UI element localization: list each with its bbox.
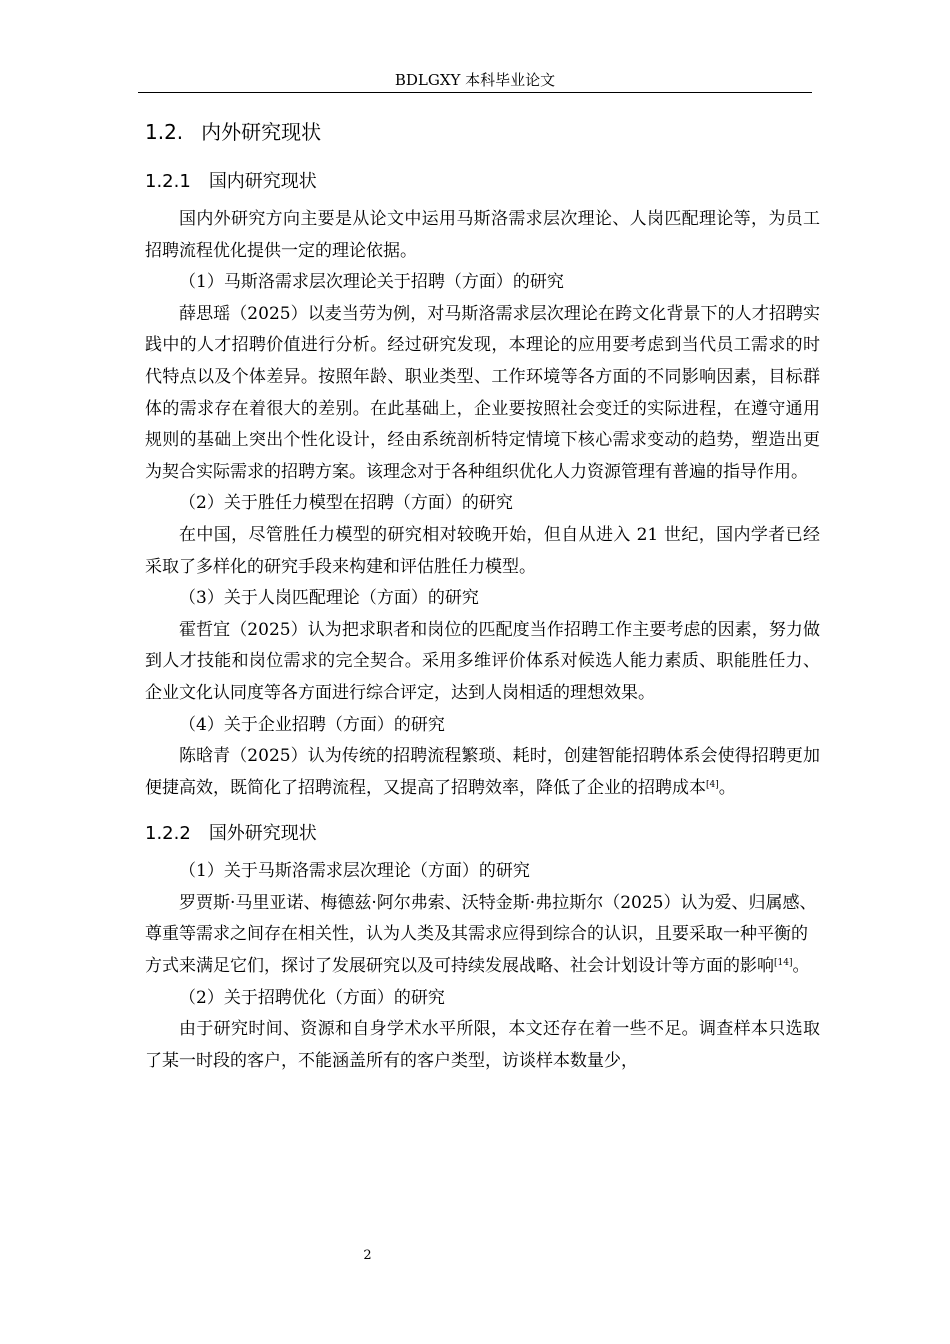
subsection-number: 1.2.2 xyxy=(145,823,191,845)
subsection-title: 国内研究现状 xyxy=(208,171,317,192)
item-heading-foreign-1: （1）关于马斯洛需求层次理论（方面）的研究 xyxy=(179,861,530,882)
subsection-title: 国外研究现状 xyxy=(208,823,317,845)
paragraph-text: 陈晗青（2025）认为传统的招聘流程繁琐、耗时，创建智能招聘体系会使得招聘更加便捷高效，既简化了招聘流程，又提高了招聘效率，降低了企业的招聘成本 xyxy=(145,746,820,798)
citation-ref: [4] xyxy=(706,779,719,790)
paragraph-foreign-2: 由于研究时间、资源和自身学术水平所限，本文还存在着一些不足。调查样本只选取了某一时段的客户，不能涵盖所有的客户类型，访谈样本数量少， xyxy=(145,1019,820,1071)
item-heading-3: （3）关于人岗匹配理论（方面）的研究 xyxy=(179,588,479,609)
section-heading xyxy=(145,116,820,148)
paragraph-foreign-1 xyxy=(145,888,820,983)
page-content xyxy=(145,116,820,1077)
paragraph-end: 。 xyxy=(718,777,736,798)
subsection-heading-foreign xyxy=(145,820,820,848)
paragraph-item-2: 在中国，尽管胜任力模型的研究相对较晚开始，但自从进入 21 世纪，国内学者已经采取了多样化的研究手段来构建和评估胜任力模型。 xyxy=(145,524,820,577)
paragraph-item-3: 霍哲宜（2025）认为把求职者和岗位的匹配度当作招聘工作主要考虑的因素，努力做到人才技能和岗位需求的完全契合。采用多维评价体系对候选人能力素质、职能胜任力、企业文化认同度等各方面进行综合评定，达到人岗相适的理想效果。 xyxy=(145,619,820,703)
header-divider xyxy=(138,92,812,93)
page-header: BDLGXY 本科毕业论文 xyxy=(394,71,556,89)
citation-ref: [14] xyxy=(774,958,793,969)
subsection-heading-domestic xyxy=(145,168,820,196)
item-heading-1: （1）马斯洛需求层次理论关于招聘（方面）的研究 xyxy=(179,272,564,293)
item-heading-4: （4）关于企业招聘（方面）的研究 xyxy=(179,714,445,735)
paragraph-end: 。 xyxy=(792,956,810,977)
item-heading-foreign-2: （2）关于招聘优化（方面）的研究 xyxy=(179,987,445,1008)
page-number: 2 xyxy=(363,1248,372,1263)
paragraph-text: 罗贾斯·马里亚诺、梅德兹·阿尔弗索、沃特金斯·弗拉斯尔（2025）认为爱、归属感、尊重等需求之间存在相关性，认为人类及其需求应得到综合的认识，且要采取一种平衡的方式来满足它们，探讨了发展研究以及可持续发展战略、社会计划设计等方面的影响 xyxy=(145,892,817,977)
section-title: 内外研究现状 xyxy=(201,120,322,144)
paragraph-item-4 xyxy=(145,741,820,804)
paragraph-intro: 国内外研究方向主要是从论文中运用马斯洛需求层次理论、人岗匹配理论等，为员工招聘流程优化提供一定的理论依据。 xyxy=(145,209,820,261)
section-number: 1.2. xyxy=(145,120,184,144)
item-heading-2: （2）关于胜任力模型在招聘（方面）的研究 xyxy=(179,493,513,514)
paragraph-item-1: 薛思瑶（2025）以麦当劳为例，对马斯洛需求层次理论在跨文化背景下的人才招聘实践中的人才招聘价值进行分析。经过研究发现，本理论的应用要考虑到当代员工需求的时代特点以及个体差异。按照年龄、职业类型、工作环境等各方面的不同影响因素，目标群体的需求存在着很大的差别。在此基础上，企业要按照社会变迁的实际进程，在遵守通用规则的基础上突出个性化设计，经由系统剖析特定情境下核心需求变动的趋势，塑造出更为契合实际需求的招聘方案。该理念对于各种组织优化人力资源管理有普遍的指导作用。 xyxy=(145,303,820,482)
subsection-number: 1.2.1 xyxy=(145,171,191,192)
